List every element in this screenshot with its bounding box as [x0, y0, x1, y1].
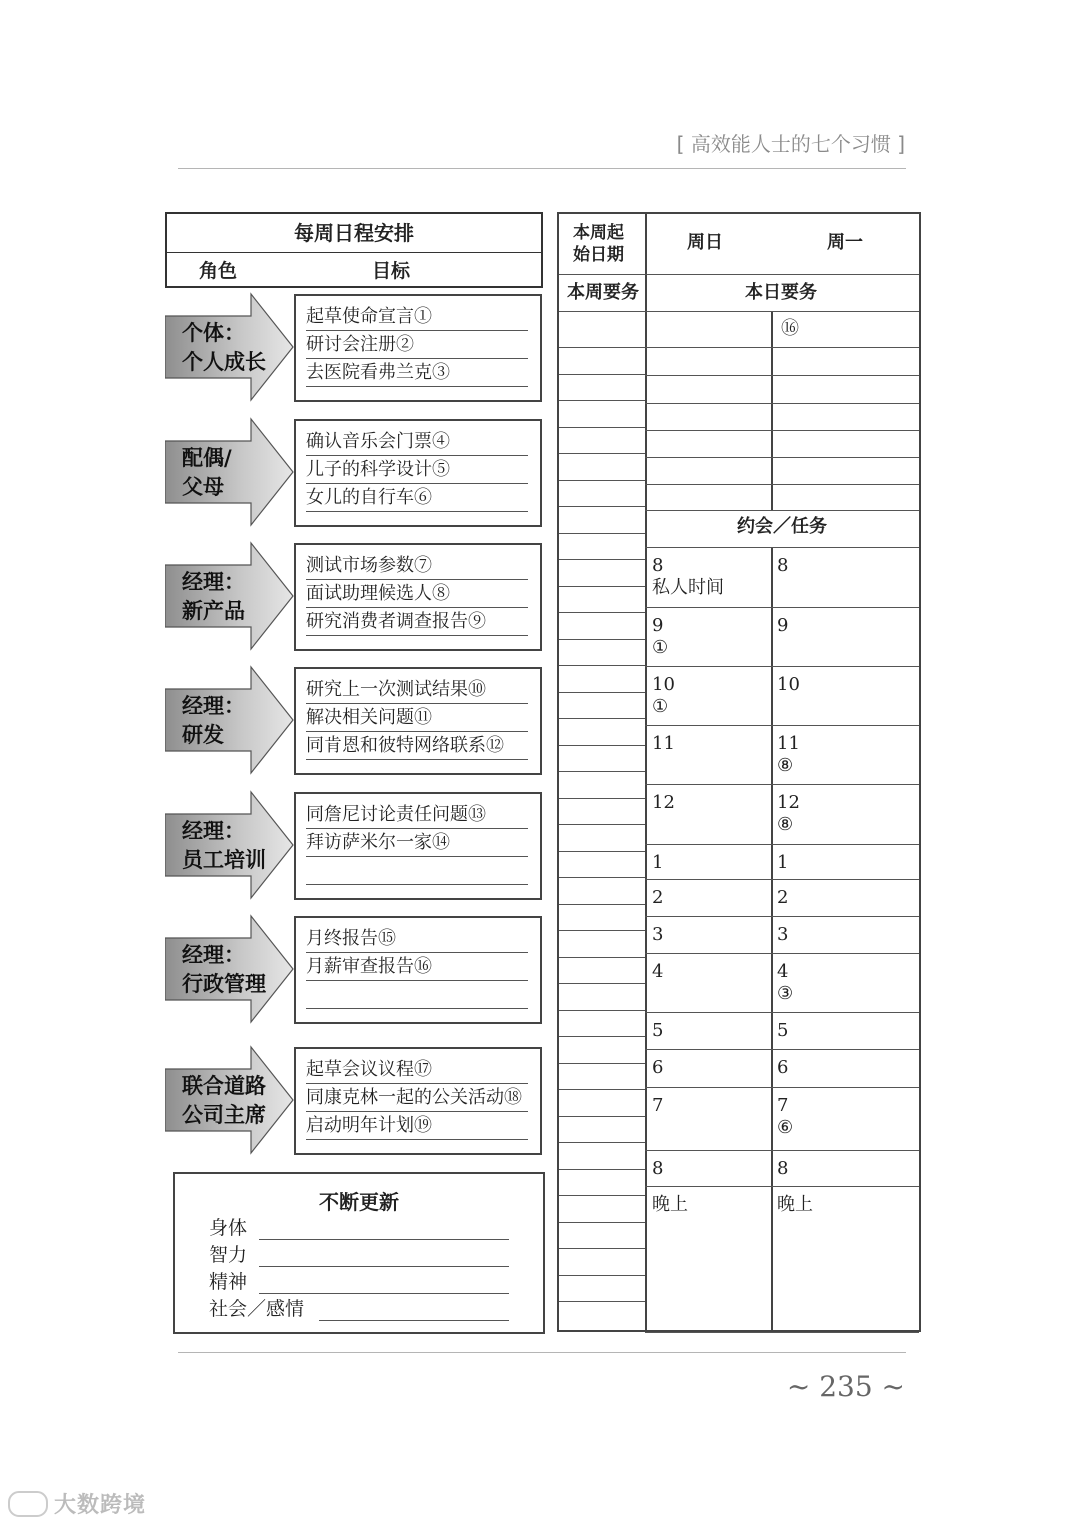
- goal-box: [294, 1047, 542, 1155]
- weekly-priority-line: [559, 347, 645, 348]
- role-arrow: [165, 292, 295, 402]
- goal-item: 同詹尼讨论责任问题⑬: [306, 800, 528, 829]
- goal-item: 起草使命宣言①: [306, 302, 528, 331]
- role-column-header: 角色: [199, 260, 238, 282]
- goal-item: 研究消费者调查报告⑨: [306, 607, 528, 636]
- weekly-priority-line: [559, 533, 645, 534]
- weekly-priority-line: [559, 1089, 645, 1090]
- weekly-priority-line: [559, 374, 645, 375]
- goal-item: [306, 980, 528, 1009]
- goal-item: 解决相关问题⑪: [306, 703, 528, 732]
- sunday-time-slot: 9 ①: [652, 615, 669, 658]
- weekly-priority-line: [559, 692, 645, 693]
- sunday-time-slot: 7: [652, 1095, 664, 1116]
- time-slot-line: [645, 1012, 919, 1013]
- weekly-priority-line: [559, 1036, 645, 1037]
- role-label: 经理： 研发: [182, 693, 245, 747]
- weekly-priority-line: [559, 506, 645, 507]
- goal-box: [294, 916, 542, 1024]
- role-label: 联合道路 公司主席: [182, 1073, 266, 1127]
- time-slot-line: [645, 1186, 919, 1187]
- monday-time-slot: 4 ③: [777, 961, 794, 1004]
- weekly-priority-line: [559, 480, 645, 481]
- goal-item: 启动明年计划⑲: [306, 1111, 528, 1140]
- appointments-divider: [645, 547, 919, 548]
- role-label: 配偶/ 父母: [182, 445, 232, 499]
- goal-box: [294, 667, 542, 775]
- grid-column-line: [645, 214, 647, 1332]
- day-sunday: 周日: [687, 232, 723, 253]
- time-slot-line: [645, 844, 919, 845]
- goal-item: 去医院看弗兰克③: [306, 358, 528, 387]
- time-slot-line: [645, 1332, 919, 1333]
- sunday-time-slot: 12: [652, 792, 675, 813]
- sunday-time-slot: 3: [652, 924, 664, 945]
- goal-item: 月薪审查报告⑯: [306, 952, 528, 981]
- role-arrow: [165, 914, 295, 1024]
- role-label: 经理： 行政管理: [182, 942, 266, 996]
- goal-box: [294, 543, 542, 651]
- sunday-time-slot: 1: [652, 852, 664, 873]
- sunday-time-slot: 10 ①: [652, 674, 675, 717]
- renewal-box: [173, 1172, 545, 1334]
- priority-row-line: [645, 457, 919, 458]
- sunday-time-slot: 4: [652, 961, 664, 982]
- watermark: 大数跨境: [8, 1488, 146, 1519]
- monday-time-slot: 1: [777, 852, 789, 873]
- weekly-priority-line: [559, 1195, 645, 1196]
- goal-item: 起草会议议程⑰: [306, 1055, 528, 1084]
- weekly-priority-line: [559, 957, 645, 958]
- priority-row-line: [645, 375, 919, 376]
- weekly-priority-line: [559, 930, 645, 931]
- weekly-priority-line: [559, 877, 645, 878]
- time-slot-line: [645, 1150, 919, 1151]
- role-label: 个体： 个人成长: [182, 320, 266, 374]
- weekly-priority-line: [559, 1063, 645, 1064]
- weekly-priority-line: [559, 1142, 645, 1143]
- priority-row-line: [645, 403, 919, 404]
- weekly-priority-line: [559, 639, 645, 640]
- weekly-priority-line: [559, 665, 645, 666]
- weekly-grid: [557, 212, 921, 1332]
- priority-row-line: [645, 484, 919, 485]
- weekly-priority-line: [559, 904, 645, 905]
- weekly-priority-line: [559, 824, 645, 825]
- sunday-time-slot: 晚上: [652, 1194, 688, 1215]
- monday-time-slot: 11 ⑧: [777, 733, 800, 776]
- role-arrow: [165, 541, 295, 651]
- role-arrow: [165, 790, 295, 900]
- role-label: 经理： 新产品: [182, 569, 245, 623]
- sunday-time-slot: 8 私人时间: [652, 555, 724, 598]
- goal-box: [294, 792, 542, 900]
- goal-item: 测试市场参数⑦: [306, 551, 528, 580]
- weekly-priority-line: [559, 559, 645, 560]
- time-slot-line: [645, 1049, 919, 1050]
- running-title: [ 高效能人士的七个习惯 ]: [676, 132, 905, 156]
- monday-priority-item: ⑯: [781, 318, 799, 339]
- time-slot-line: [645, 725, 919, 726]
- renewal-title: 不断更新: [319, 1190, 399, 1214]
- weekly-priority-line: [559, 718, 645, 719]
- role-label: 经理： 员工培训: [182, 818, 266, 872]
- renewal-item: 身体: [209, 1214, 509, 1240]
- time-slot-line: [645, 916, 919, 917]
- sunday-time-slot: 11: [652, 733, 675, 754]
- time-slot-line: [645, 879, 919, 880]
- priority-row-line: [645, 347, 919, 348]
- day-monday: 周一: [827, 232, 863, 253]
- time-slot-line: [645, 607, 919, 608]
- monday-time-slot: 6: [777, 1057, 789, 1078]
- weekly-priority-line: [559, 1222, 645, 1223]
- monday-time-slot: 5: [777, 1020, 789, 1041]
- sunday-time-slot: 2: [652, 887, 664, 908]
- monday-time-slot: 3: [777, 924, 789, 945]
- goal-box: [294, 294, 542, 402]
- page-number: ~ 235 ~: [786, 1370, 905, 1403]
- goal-item: 面试助理候选人⑧: [306, 579, 528, 608]
- weekly-priority-line: [559, 771, 645, 772]
- goal-item: 儿子的科学设计⑤: [306, 455, 528, 484]
- monday-time-slot: 8: [777, 555, 789, 576]
- monday-time-slot: 7 ⑥: [777, 1095, 794, 1138]
- weekly-priority-line: [559, 983, 645, 984]
- weekly-priority-line: [559, 1010, 645, 1011]
- watermark-logo-icon: [8, 1491, 48, 1517]
- goal-item: 同康克林一起的公关活动⑱: [306, 1083, 528, 1112]
- schedule-title: 每周日程安排: [167, 214, 541, 253]
- goal-item: 拜访萨米尔一家⑭: [306, 828, 528, 857]
- daily-priorities-label: 本日要务: [745, 282, 817, 303]
- header-divider: [559, 311, 919, 312]
- weekly-priority-line: [559, 427, 645, 428]
- weekly-priorities-label: 本周要务: [567, 282, 639, 303]
- goal-item: 研讨会注册②: [306, 330, 528, 359]
- weekly-priority-line: [559, 851, 645, 852]
- weekly-priority-line: [559, 745, 645, 746]
- weekly-priority-line: [559, 400, 645, 401]
- monday-time-slot: 10: [777, 674, 800, 695]
- sunday-time-slot: 6: [652, 1057, 664, 1078]
- header-rule: [178, 168, 906, 169]
- weekly-priority-line: [559, 586, 645, 587]
- monday-time-slot: 9: [777, 615, 789, 636]
- monday-time-slot: 晚上: [777, 1194, 813, 1215]
- weekly-priority-line: [559, 612, 645, 613]
- weekly-priority-line: [559, 1301, 645, 1302]
- time-slot-line: [645, 953, 919, 954]
- role-arrow: [165, 665, 295, 775]
- footer-rule: [178, 1352, 906, 1353]
- monday-time-slot: 8: [777, 1158, 789, 1179]
- monday-time-slot: 12 ⑧: [777, 792, 800, 835]
- renewal-item: 精神: [209, 1268, 509, 1294]
- goal-item: 同肯恩和彼特网络联系⑫: [306, 731, 528, 760]
- schedule-title-box: [165, 212, 543, 288]
- header-divider: [559, 274, 919, 275]
- role-arrow: [165, 1045, 295, 1155]
- goal-box: [294, 419, 542, 527]
- role-arrow: [165, 417, 295, 527]
- goal-column-header: 目标: [372, 260, 411, 282]
- week-start-label: 本周起 始日期: [573, 223, 624, 265]
- monday-time-slot: 2: [777, 887, 789, 908]
- weekly-priority-line: [559, 798, 645, 799]
- goal-item: 女儿的自行车⑥: [306, 483, 528, 512]
- appointments-label: 约会／任务: [737, 516, 827, 537]
- goal-item: 研究上一次测试结果⑩: [306, 675, 528, 704]
- grid-column-line: [771, 311, 773, 510]
- weekly-priority-line: [559, 1275, 645, 1276]
- weekly-priority-line: [559, 1116, 645, 1117]
- time-slot-line: [645, 666, 919, 667]
- priority-row-line: [645, 430, 919, 431]
- time-slot-line: [645, 784, 919, 785]
- renewal-item: 社会／感情: [209, 1295, 509, 1321]
- weekly-priority-line: [559, 1169, 645, 1170]
- goal-item: 月终报告⑮: [306, 924, 528, 953]
- time-slot-line: [645, 1087, 919, 1088]
- sunday-time-slot: 8: [652, 1158, 664, 1179]
- goal-item: [306, 856, 528, 885]
- goal-item: 确认音乐会门票④: [306, 427, 528, 456]
- grid-column-line: [771, 547, 773, 1332]
- weekly-priority-line: [559, 453, 645, 454]
- sunday-time-slot: 5: [652, 1020, 664, 1041]
- renewal-item: 智力: [209, 1241, 509, 1267]
- weekly-priority-line: [559, 1248, 645, 1249]
- priority-row-line: [645, 510, 919, 511]
